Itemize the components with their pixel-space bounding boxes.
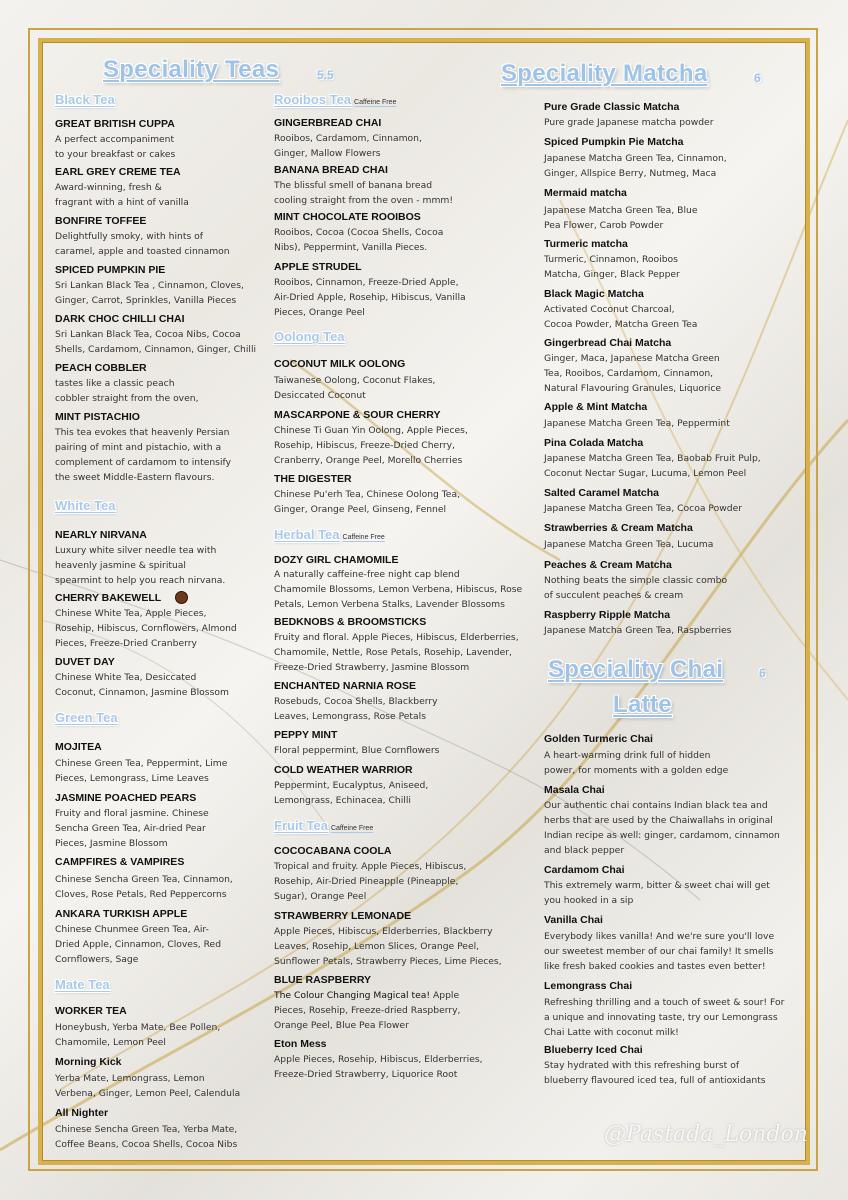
- caffeine-free-note: Caffeine Free: [354, 99, 397, 106]
- item-desc: [274, 988, 460, 1033]
- item-desc: This tea evokes that heavenly Persian pairing of mint and pistachio, with a complement of cardamom to intensify the sweet Middle-Eastern flavours.: [55, 427, 232, 483]
- item-peppy-mint: PEPPY MINT: [274, 729, 338, 741]
- speciality-chai-title: Speciality Chai: [548, 656, 724, 683]
- speciality-matcha-title: Speciality Matcha: [501, 60, 708, 87]
- section-fruit-tea: [274, 818, 373, 833]
- caffeine-free-note: Caffeine Free: [330, 825, 374, 832]
- speciality-chai-title-line2: Latte: [613, 691, 672, 718]
- item-enchanted-narnia-rose: ENCHANTED NARNIA ROSE: [274, 680, 416, 692]
- item-desc: Honeybush, Yerba Mate, Bee Pollen, Chamomile, Lemon Peel: [55, 1022, 221, 1048]
- item-bedknobs-broomsticks: BEDKNOBS & BROOMSTICKS: [274, 616, 427, 628]
- item-desc: A perfect accompaniment to your breakfast or cakes: [55, 134, 176, 160]
- item-pure-grade-classic-matcha: Pure Grade Classic Matcha: [544, 101, 680, 113]
- item-nearly-nirvana: NEARLY NIRVANA: [55, 529, 147, 541]
- item-desc: Pure grade Japanese matcha powder: [544, 117, 714, 128]
- item-cococabana-coola: COCOCABANA COOLA: [274, 845, 392, 857]
- item-desc: Our authentic chai contains Indian black tea and herbs that are used by the Chaiwallahs in original Indian recipe as well: ginger, cardamom, cinnamon and black pepper: [544, 800, 780, 856]
- item-morning-kick: Morning Kick: [55, 1056, 122, 1068]
- item-desc: Rosebuds, Cocoa Shells, Blackberry Leaves, Lemongrass, Rose Petals: [274, 696, 438, 722]
- section-oolong-tea: Oolong Tea: [274, 329, 345, 344]
- item-banana-bread-chai: BANANA BREAD CHAI: [274, 164, 388, 176]
- item-desc: Rooibos, Cinnamon, Freeze-Dried Apple, Air-Dried Apple, Rosehip, Hibiscus, Vanilla Pieces, Orange Peel: [274, 277, 466, 318]
- item-desc: Japanese Matcha Green Tea, Lucuma: [544, 539, 714, 550]
- item-desc: The blissful smell of banana bread cooling straight from the oven - mmm!: [274, 180, 454, 206]
- item-peach-cobbler: PEACH COBBLER: [55, 362, 147, 374]
- item-dark-choc-chilli-chai: DARK CHOC CHILLI CHAI: [55, 313, 185, 325]
- item-dozy-girl-chamomile: DOZY GIRL CHAMOMILE: [274, 554, 399, 566]
- item-cold-weather-warrior: COLD WEATHER WARRIOR: [274, 764, 413, 776]
- item-campfires-vampires: CAMPFIRES & VAMPIRES: [55, 856, 185, 868]
- section-mate-tea: Mate Tea: [55, 977, 110, 992]
- item-the-digester: THE DIGESTER: [274, 473, 352, 485]
- item-desc: Japanese Matcha Green Tea, Cinnamon, Ginger, Allspice Berry, Nutmeg, Maca: [544, 153, 727, 179]
- section-white-tea: White Tea: [55, 498, 116, 513]
- item-mojitea: MOJITEA: [55, 741, 102, 753]
- item-cherry-bakewell: CHERRY BAKEWELL: [55, 592, 162, 604]
- item-desc: Apple Pieces, Rosehip, Hibiscus, Elderberries, Freeze-Dried Strawberry, Liquorice Root: [274, 1054, 483, 1080]
- item-vanilla-chai: Vanilla Chai: [544, 914, 603, 926]
- item-desc: Sri Lankan Black Tea , Cinnamon, Cloves, Ginger, Carrot, Sprinkles, Vanilla Pieces: [55, 280, 244, 306]
- item-desc: Everybody likes vanilla! And we're sure you'll love our sweetest member of our chai family! It smells like fresh baked cookies and tastes even better!: [544, 931, 775, 972]
- item-mint-pistachio: MINT PISTACHIO: [55, 411, 140, 423]
- speciality-chai-price: 6: [759, 666, 766, 680]
- item-jasmine-poached-pears: JASMINE POACHED PEARS: [55, 792, 197, 804]
- item-mascarpone-sour-cherry: MASCARPONE & SOUR CHERRY: [274, 409, 441, 421]
- blue-raspberry-tagline: The Colour Changing Magical tea!: [274, 990, 431, 1001]
- item-black-magic-matcha: Black Magic Matcha: [544, 288, 644, 300]
- item-desc: Rooibos, Cocoa (Cocoa Shells, Cocoa Nibs), Peppermint, Vanilla Pieces.: [274, 227, 444, 253]
- item-desc: Chinese White Tea, Desiccated Coconut, Cinnamon, Jasmine Blossom: [55, 672, 229, 698]
- leaf-badge-icon: [175, 591, 188, 604]
- section-green-tea: Green Tea: [55, 710, 118, 725]
- item-blueberry-iced-chai: Blueberry Iced Chai: [544, 1044, 643, 1056]
- item-desc: Japanese Matcha Green Tea, Peppermint: [544, 418, 730, 429]
- item-desc: Chinese Sencha Green Tea, Cinnamon, Cloves, Rose Petals, Red Peppercorns: [55, 874, 233, 900]
- speciality-teas-price: 5.5: [317, 68, 334, 82]
- speciality-matcha-price: 6: [754, 71, 761, 85]
- item-desc: Activated Coconut Charcoal, Cocoa Powder, Matcha Green Tea: [544, 304, 698, 330]
- item-desc: Chinese White Tea, Apple Pieces, Rosehip, Hibiscus, Cornflowers, Almond Pieces, Freeze-Dried Cranberry: [55, 608, 237, 649]
- item-bonfire-toffee: BONFIRE TOFFEE: [55, 215, 147, 227]
- item-all-nighter: All Nighter: [55, 1107, 109, 1119]
- item-strawberry-lemonade: STRAWBERRY LEMONADE: [274, 910, 412, 922]
- item-desc: Award-winning, fresh & fragrant with a hint of vanilla: [55, 182, 189, 208]
- item-desc: A heart-warming drink full of hidden power, for moments with a golden edge: [544, 750, 729, 776]
- item-duvet-day: DUVET DAY: [55, 656, 115, 668]
- item-desc: Japanese Matcha Green Tea, Blue Pea Flower, Carob Powder: [544, 205, 698, 231]
- fruit-label: Fruit Tea: [274, 818, 328, 833]
- item-desc: Fruity and floral jasmine. Chinese Sencha Green Tea, Air-dried Pear Pieces, Jasmine Blossom: [55, 808, 209, 849]
- item-earl-grey: EARL GREY CREME TEA: [55, 166, 181, 178]
- item-desc: Yerba Mate, Lemongrass, Lemon Verbena, Ginger, Lemon Peel, Calendula: [55, 1073, 241, 1099]
- item-desc: A naturally caffeine-free night cap blend Chamomile Blossoms, Lemon Verbena, Hibiscus, Rose Petals, Lemon Verbena Stalks, Lavender Blossoms: [274, 569, 523, 610]
- item-desc: Chinese Sencha Green Tea, Yerba Mate, Coffee Beans, Cocoa Shells, Cocoa Nibs: [55, 1124, 238, 1150]
- item-desc: Tropical and fruity. Apple Pieces, Hibiscus, Rosehip, Air-Dried Pineapple (Pineapple, Sugar), Orange Peel: [274, 861, 467, 902]
- section-black-tea: Black Tea: [55, 92, 115, 107]
- speciality-teas-title: Speciality Teas: [103, 56, 280, 83]
- item-desc: Japanese Matcha Green Tea, Cocoa Powder: [544, 503, 743, 514]
- item-spiced-pumpkin-pie: SPICED PUMPKIN PIE: [55, 264, 166, 276]
- item-blue-raspberry: BLUE RASPBERRY: [274, 974, 372, 986]
- item-desc: Refreshing thrilling and a touch of sweet & sour! For a unique and innovating taste, try our Lemongrass Chai Latte with coconut milk!: [544, 997, 785, 1038]
- blue-raspberry-ingredients: Apple Pieces, Rosehip, Freeze-dried Raspberry, Orange Peel, Blue Pea Flower: [274, 990, 461, 1031]
- item-ankara-turkish-apple: ANKARA TURKISH APPLE: [55, 908, 188, 920]
- item-desc: Japanese Matcha Green Tea, Baobab Fruit Pulp, Coconut Nectar Sugar, Lucuma, Lemon Peel: [544, 453, 761, 479]
- caffeine-free-note: Caffeine Free: [342, 534, 385, 541]
- item-desc: Floral peppermint, Blue Cornflowers: [274, 745, 440, 756]
- item-pina-colada-matcha: Pina Colada Matcha: [544, 437, 644, 449]
- item-gingerbread-chai-matcha: Gingerbread Chai Matcha: [544, 337, 672, 349]
- item-apple-mint-matcha: Apple & Mint Matcha: [544, 401, 648, 413]
- item-mint-chocolate-rooibos: MINT CHOCOLATE ROOIBOS: [274, 211, 421, 223]
- item-golden-turmeric-chai: Golden Turmeric Chai: [544, 733, 653, 745]
- item-cardamom-chai: Cardamom Chai: [544, 864, 625, 876]
- item-coconut-milk-oolong: COCONUT MILK OOLONG: [274, 358, 406, 370]
- item-raspberry-ripple-matcha: Raspberry Ripple Matcha: [544, 609, 671, 621]
- item-desc: Luxury white silver needle tea with heavenly jasmine & spiritual spearmint to help you reach nirvana.: [55, 545, 226, 586]
- item-desc: Chinese Green Tea, Peppermint, Lime Pieces, Lemongrass, Lime Leaves: [55, 758, 228, 784]
- item-desc: Sri Lankan Black Tea, Cocoa Nibs, Cocoa Shells, Cardamom, Cinnamon, Ginger, Chilli: [55, 329, 257, 355]
- item-worker-tea: WORKER TEA: [55, 1005, 127, 1017]
- item-desc: Chinese Pu'erh Tea, Chinese Oolong Tea, Ginger, Orange Peel, Ginseng, Fennel: [274, 489, 461, 515]
- item-desc: Ginger, Maca, Japanese Matcha Green Tea, Rooibos, Cardamom, Cinnamon, Natural Flavouring Granules, Liquorice: [544, 353, 722, 394]
- item-great-british-cuppa: GREAT BRITISH CUPPA: [55, 118, 175, 130]
- item-desc: Fruity and floral. Apple Pieces, Hibiscus, Elderberries, Chamomile, Nettle, Rose Petals, Rosehip, Lavender, Freeze-Dried Strawberry, Jasmine Blossom: [274, 632, 519, 673]
- item-desc: This extremely warm, bitter & sweet chai will get you hooked in a sip: [544, 880, 770, 906]
- item-desc: Japanese Matcha Green Tea, Raspberries: [544, 625, 732, 636]
- section-rooibos-tea: [274, 92, 396, 107]
- item-salted-caramel-matcha: Salted Caramel Matcha: [544, 487, 659, 499]
- item-desc: Chinese Ti Guan Yin Oolong, Apple Pieces, Rosehip, Hibiscus, Freeze-Dried Cherry, Cranberry, Orange Peel, Morello Cherries: [274, 425, 468, 466]
- item-desc: Stay hydrated with this refreshing burst of blueberry flavoured iced tea, full of antioxidants: [544, 1060, 766, 1086]
- item-eton-mess: Eton Mess: [274, 1038, 327, 1050]
- watermark: @Pastada_London: [604, 1122, 808, 1147]
- item-desc: Peppermint, Eucalyptus, Aniseed, Lemongrass, Echinacea, Chilli: [274, 780, 429, 806]
- item-peaches-cream-matcha: Peaches & Cream Matcha: [544, 559, 672, 571]
- item-strawberries-cream-matcha: Strawberries & Cream Matcha: [544, 522, 693, 534]
- item-desc: Chinese Chunmee Green Tea, Air- Dried Apple, Cinnamon, Cloves, Red Cornflowers, Sage: [55, 924, 222, 965]
- item-desc: Delightfully smoky, with hints of caramel, apple and toasted cinnamon: [55, 231, 230, 257]
- item-masala-chai: Masala Chai: [544, 784, 605, 796]
- item-desc: Nothing beats the simple classic combo of succulent peaches & cream: [544, 575, 728, 601]
- item-lemongrass-chai: Lemongrass Chai: [544, 980, 633, 992]
- item-desc: Turmeric, Cinnamon, Rooibos Matcha, Ginger, Black Pepper: [544, 254, 680, 280]
- item-spiced-pumpkin-pie-matcha: Spiced Pumpkin Pie Matcha: [544, 136, 684, 148]
- item-gingerbread-chai: GINGERBREAD CHAI: [274, 117, 382, 129]
- herbal-label: Herbal Tea: [274, 527, 340, 542]
- item-desc: tastes like a classic peach cobbler straight from the oven,: [55, 378, 199, 404]
- item-desc: Apple Pieces, Hibiscus, Elderberries, Blackberry Leaves, Rosehip, Lemon Slices, Orange Peel, Sunflower Petals, Strawberry Pieces, Lime Pieces,: [274, 926, 502, 967]
- item-mermaid-matcha: Mermaid matcha: [544, 187, 627, 199]
- item-desc: Rooibos, Cardamom, Cinnamon, Ginger, Mallow Flowers: [274, 133, 422, 159]
- item-turmeric-matcha: Turmeric matcha: [544, 238, 628, 250]
- item-desc: Taiwanese Oolong, Coconut Flakes, Desiccated Coconut: [274, 375, 436, 401]
- item-apple-strudel: APPLE STRUDEL: [274, 261, 362, 273]
- section-herbal-tea: [274, 527, 385, 542]
- rooibos-label: Rooibos Tea: [274, 92, 352, 107]
